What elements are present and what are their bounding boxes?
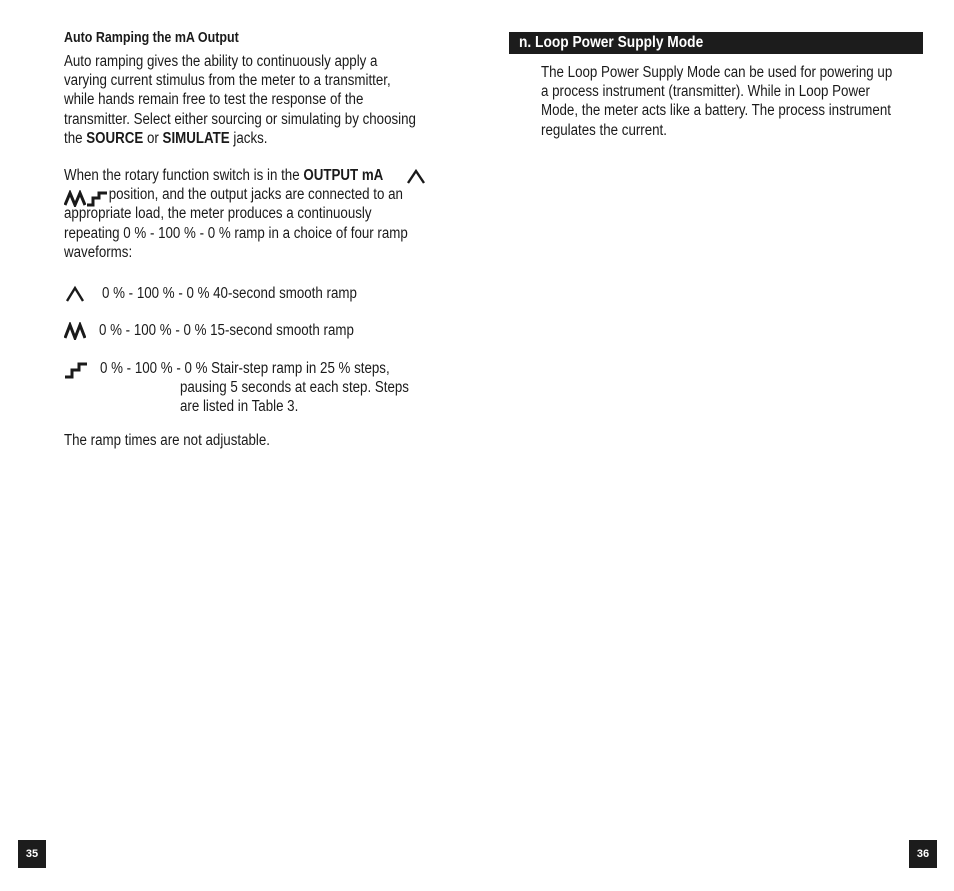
- section-heading: Auto Ramping the mA Output: [64, 30, 239, 46]
- fast-ramp-icon: [64, 322, 86, 340]
- intro-paragraph: Auto ramping gives the ability to continuously apply a varying current stimulus from the meter to a transmitter, while hands remain free to test the response of the transmitter. Select either sourcing or simulating by choosing the SOURCE or SIMULATE jacks.: [64, 53, 416, 147]
- slow-ramp-icon: [406, 168, 426, 185]
- step-ramp-icon: [64, 360, 88, 380]
- step-ramp-icon: [86, 190, 108, 207]
- simulate-jack-label: SIMULATE: [162, 129, 230, 147]
- waveform-fast-text: 0 % - 100 % - 0 % 15-second smooth ramp: [99, 322, 354, 339]
- loop-power-paragraph: The Loop Power Supply Mode can be used for powering up a process instrument (transmitter). While in Loop Power Mode, the meter acts like a battery. The process instrument regulates the current.: [541, 64, 893, 139]
- ramp-note: The ramp times are not adjustable.: [64, 432, 270, 449]
- rotary-paragraph: When the rotary function switch is in the OUTPUT mA position, and the output jacks are connected to an appropriate load, the meter produces a continuously repeating 0 % - 100 % - 0 % ramp in a choice of four ramp waveforms:: [64, 167, 408, 261]
- section-title-bar: [509, 32, 923, 54]
- page-number-36: 36: [909, 840, 937, 868]
- waveform-slow-text: 0 % - 100 % - 0 % 40-second smooth ramp: [102, 285, 357, 302]
- output-ma-label: OUTPUT mA: [303, 167, 384, 184]
- source-jack-label: SOURCE: [86, 129, 144, 147]
- page-number-35: 35: [18, 840, 46, 868]
- waveform-step-text: 0 % - 100 % - 0 % Stair-step ramp in 25 % steps, pausing 5 seconds at each step. Steps are listed in Table 3.: [100, 360, 409, 416]
- fast-ramp-icon: [64, 190, 86, 207]
- section-title: n. Loop Power Supply Mode: [519, 34, 704, 51]
- slow-ramp-icon: [65, 285, 85, 303]
